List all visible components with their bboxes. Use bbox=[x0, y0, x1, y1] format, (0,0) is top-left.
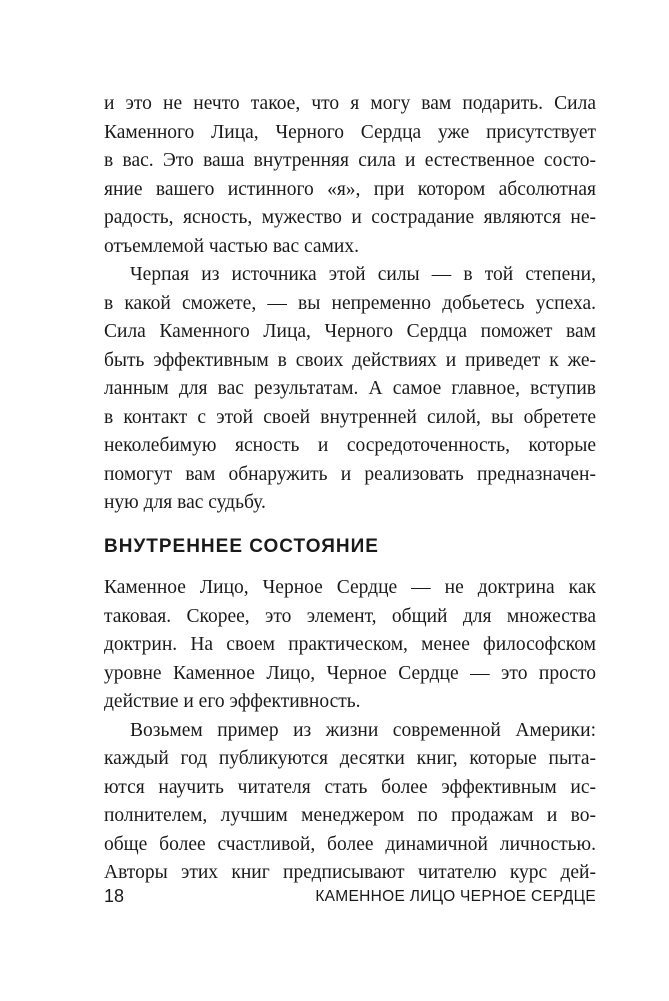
text-line: ются научить читателя стать более эффективным ис- bbox=[104, 776, 596, 798]
text-line: Сила Каменного Лица, Черного Сердца поможет вам bbox=[104, 321, 596, 342]
text-line: яние вашего истинного «я», при котором абсолютная bbox=[104, 178, 596, 200]
text-line: уровне Каменное Лицо, Черное Сердце — это просто bbox=[104, 662, 596, 684]
text-line: в вас. Это ваша внутренняя сила и естественное состо- bbox=[104, 150, 596, 171]
text-line: и это не нечто такое, что я могу вам подарить. Сила bbox=[104, 93, 596, 114]
text-line: в какой сможете, — вы непременно добьетесь успеха. bbox=[104, 292, 596, 314]
text-line: Каменное Лицо, Черное Сердце — не доктрина как bbox=[104, 577, 596, 598]
page-footer bbox=[104, 886, 596, 910]
text-line: ную для вас судьбу. bbox=[104, 492, 266, 513]
text-line: обще более счастливой, более динамичной личностью. bbox=[104, 833, 596, 855]
text-block-top bbox=[104, 90, 596, 518]
text-line: быть эффективным в своих действиях и приведет к же- bbox=[104, 349, 596, 371]
text-line: Авторы этих книг предписывают читателю курс дей- bbox=[104, 862, 596, 883]
text-line: таковая. Скорее, это элемент, общий для множества bbox=[104, 605, 596, 627]
text-line: помогут вам обнаружить и реализовать предназначен- bbox=[104, 463, 596, 485]
paragraph bbox=[104, 574, 596, 717]
paragraph bbox=[104, 717, 596, 888]
text-line: в контакт с этой своей внутренней силой, вы обретете bbox=[104, 406, 596, 428]
text-line: ланным для вас результатам. А самое главное, вступив bbox=[104, 378, 596, 399]
text-line: каждый год публикуются десятки книг, которые пыта- bbox=[104, 748, 596, 769]
text-line: Возьмем пример из жизни современной Америки: bbox=[130, 719, 596, 741]
text-line: Каменного Лица, Черного Сердца уже присутствует bbox=[104, 121, 596, 143]
text-line: действие и его эффективность. bbox=[104, 691, 361, 712]
running-title: КАМЕННОЕ ЛИЦО ЧЕРНОЕ СЕРДЦЕ bbox=[315, 888, 596, 905]
text-line: неколебимую ясность и сосредоточенность, которые bbox=[104, 435, 596, 456]
text-line: Черпая из источника этой силы — в той степени, bbox=[130, 264, 596, 285]
text-line: отъемлемой частью вас самих. bbox=[104, 235, 359, 257]
text-block-bottom bbox=[104, 574, 596, 888]
page-number: 18 bbox=[104, 886, 125, 906]
paragraph-continuation bbox=[104, 90, 596, 261]
text-line: радость, ясность, мужество и сострадание являются не- bbox=[104, 207, 596, 228]
text-line: полнителем, лучшим менеджером по продажам и во- bbox=[104, 805, 596, 826]
text-line: доктрин. На своем практическом, менее философском bbox=[104, 634, 596, 655]
section-heading: ВНУТРЕННЕЕ СОСТОЯНИЕ bbox=[104, 536, 379, 557]
paragraph bbox=[104, 261, 596, 518]
